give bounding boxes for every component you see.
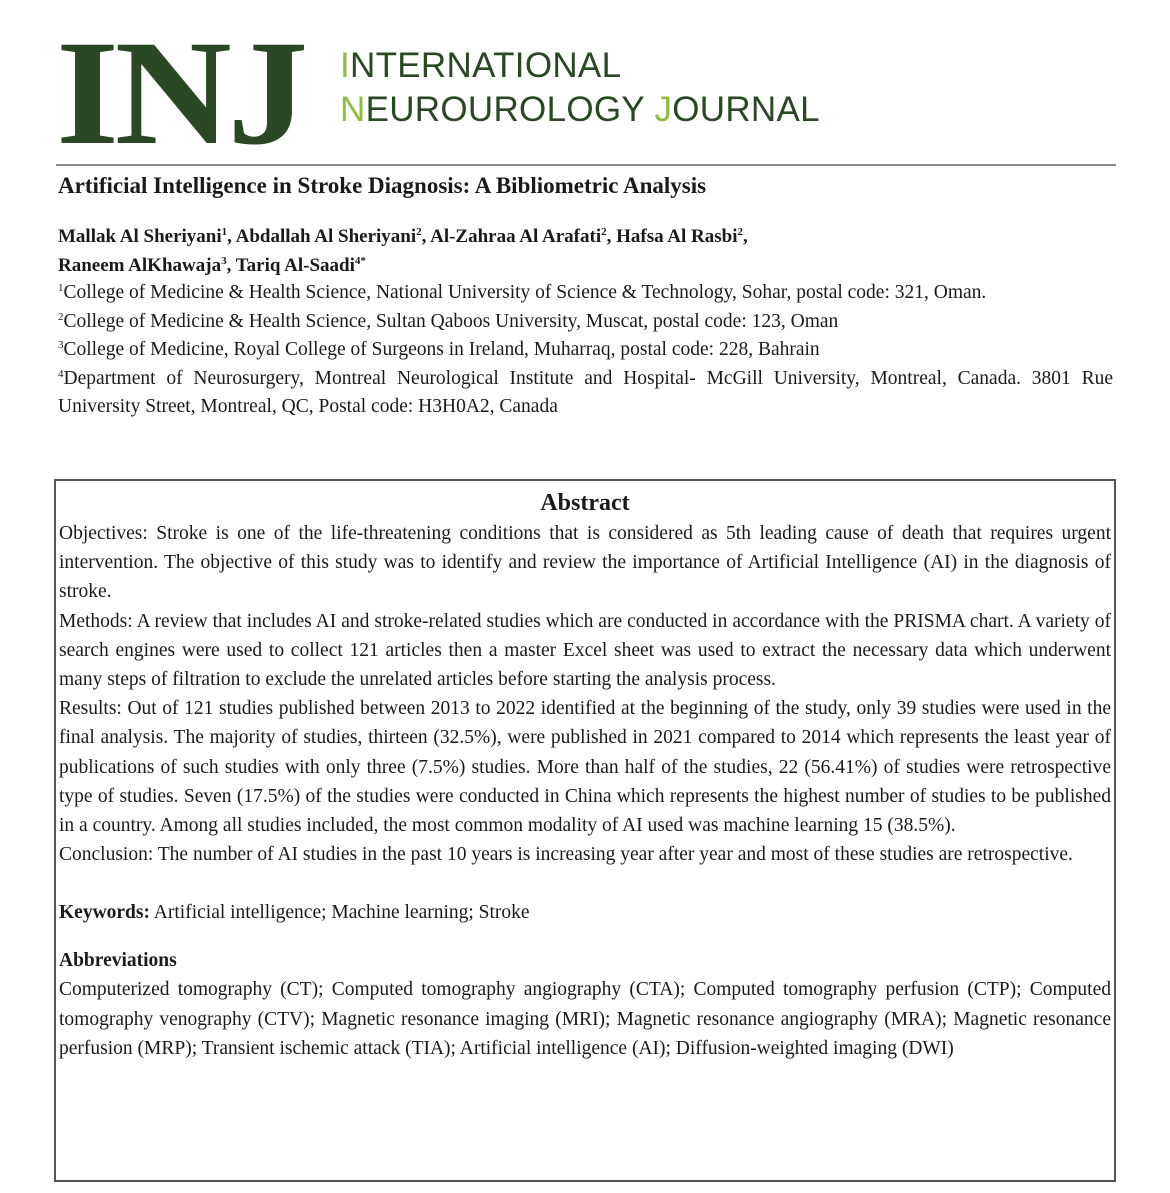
author: Hafsa Al Rasbi$^2$, [616, 226, 748, 247]
abstract-body [59, 519, 1111, 869]
paper-title: Artificial Intelligence in Stroke Diagnosis: A Bibliometric Analysis [58, 173, 707, 198]
affiliation: $^4$Department of Neurosurgery, Montreal Neurological Institute and Hospital- McGill University, Montreal, Canada. 3801 Rue University Street, Montreal, QC, Postal code: H3H0A2, Canada [58, 367, 1113, 418]
keywords [59, 898, 1111, 927]
abstract-conclusion: Conclusion: The number of AI studies in the past 10 years is increasing year after year and most of these studies are retrospective. [59, 844, 1073, 866]
journal-logo: INJ [56, 10, 305, 176]
journal-name-line2: NEUROUROLOGY JOURNAL [340, 90, 820, 129]
abstract-methods: Methods: A review that includes AI and stroke-related studies which are conducted in accordance with the PRISMA chart. A variety of search engines were used to collect 121 articles then a master Excel sheet was used to extract the necessary data which underwent many steps of filtration to exclude the unrelated articles before starting the analysis process. [59, 610, 1111, 691]
author: Raneem AlKhawaja$^3$, [58, 255, 236, 276]
affiliation: $^2$College of Medicine & Health Science, Sultan Qaboos University, Muscat, postal code: 123, Oman [58, 310, 839, 332]
abstract-heading: Abstract [540, 490, 630, 516]
affiliation: $^3$College of Medicine, Royal College of Surgeons in Ireland, Muharraq, postal code: 228, Bahrain [58, 339, 820, 361]
author: Abdallah Al Sheriyani$^2$, [235, 226, 431, 247]
abstract-box [54, 479, 1116, 1182]
author: Mallak Al Sheriyani$^1$, [58, 226, 236, 247]
keywords-label: Keywords: [59, 902, 150, 924]
author: Tariq Al-Saadi$^{4*}$ [235, 255, 366, 276]
abbreviations-heading: Abbreviations [59, 950, 177, 972]
journal-masthead [56, 10, 1116, 176]
keywords-text: Artificial intelligence; Machine learning; Stroke [150, 902, 530, 924]
affiliation: $^1$College of Medicine & Health Science, National University of Science & Technology, Sohar, postal code: 321, Oman. [58, 282, 987, 303]
affiliation-list [58, 279, 1113, 422]
journal-name [340, 44, 820, 132]
abstract-objectives: Objectives: Stroke is one of the life-threatening conditions that is considered as 5th leading cause of death that requires urgent intervention. The objective of this study was to identify and review the importance of Artificial Intelligence (AI) in the diagnosis of stroke. [59, 523, 1111, 603]
journal-name-line1: INTERNATIONAL [340, 46, 622, 85]
author-list [58, 222, 1118, 280]
abstract-results: Results: Out of 121 studies published between 2013 to 2022 identified at the beginning of the study, only 39 studies were used in the final analysis. The majority of studies, thirteen (32.5%), were published in 2021 compared to 2014 which represents the least year of publications of such studies with only three (7.5%) studies. More than half of the studies, 22 (56.41%) of studies were retrospective type of studies. Seven (17.5%) of the studies were conducted in China which represents the highest number of studies to be published in a country. Among all studies included, the most common modality of AI used was machine learning 15 (38.5%). [59, 698, 1111, 837]
author: Al-Zahraa Al Arafati$^2$, [430, 226, 617, 247]
masthead-divider [56, 164, 1116, 166]
abbreviations-text: Computerized tomography (CT); Computed tomography angiography (CTA); Computed tomography perfusion (CTP); Computed tomography venography (CTV); Magnetic resonance imaging (MRI); Magnetic resonance angiography (MRA); Magnetic resonance perfusion (MRP); Transient ischemic attack (TIA); Artificial intelligence (AI); Diffusion-weighted imaging (DWI) [59, 979, 1111, 1059]
